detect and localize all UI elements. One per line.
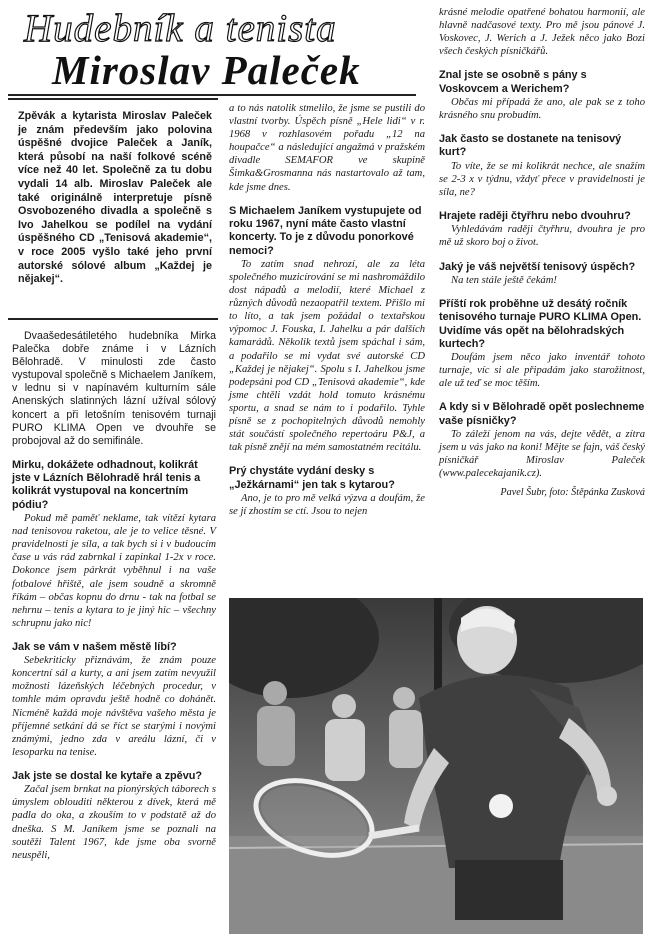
- question-11: A kdy si v Bělohradě opět poslechneme vaše písničky?: [439, 401, 645, 427]
- question-8: Hrajete raději čtyřhru nebo dvouhru?: [439, 210, 631, 223]
- answer-1: Pokud mě paměť neklame, tak vítězí kytara nad tenisovou raketou, ale je to velice těsné. V pravidelnosti je síla, a tak bych si i v budoucím čase u vás rád zabrnkal i zapinkal 1-2x v roce. Dokonce jsem párkrát vyběhnul i na vaše fotbalové hřiště, ale jsem soudně a skromně říkám – občas kopnu do drnu - tak na fotbal se nehrnu – tenis a kytara to je jiný hic – všechny schrupnu jako nic!: [12, 513, 216, 629]
- photo-illustration: [229, 598, 643, 934]
- answer-4: To zatím snad nehrozí, ale za léta společného muzicírování se mi nashromáždilo dost nápadů a melodií, které Michael z různých důvodů nezaopatřil textem. Přišlo mi to líto, a tak jsem požádal o textařskou výpomoc J. Fouska, I. Jahelku a pár dalších kamarádů. Několik textů jsem spáchal i sám, a podařilo se mi vydat své autorské CD „Každej je nějakej“. Spolu s I. Jahelkou jsme podepsáni pod CD „Tenisová akademie“, kde jsme chtěli vzdát hold tomuto krásnému sportu, a snad se nám to i podařilo. Tyhle písně se z pochopitelných důvodů nemohly stát součástí společného repertoáru P&J, a tak písně znějí na mém samostatném recitálu.: [229, 258, 425, 454]
- question-9: Jaký je váš největší tenisový úspěch?: [439, 260, 636, 273]
- column-2: [229, 102, 425, 518]
- answer-10: Doufám jsem něco jako inventář tohoto turnaje, víc si ale připadám jako starožitnost, ale už teď se moc těším.: [439, 352, 645, 390]
- question-10: Příští rok proběhne už desátý ročník tenisového turnaje PURO KLIMA Open. Uvidíme vás opět na bělohradských kurtech?: [439, 297, 642, 350]
- answer-3-continued: a to nás natolik stmelilo, že jsme se pustili do vlastní tvorby. Úspěch písně „Hele lidi“ v r. 1968 v rozhlasovém pořadu „12 na houpačce“ a následující angažmá v pražském divadle SEMAFOR ve skupině Šimka&Grosmanna nás nastartovalo až tam, kde jsme dnes.: [229, 103, 425, 193]
- intro-paragraph: Dvaašedesátiletého hudebníka Mirka Palečka dobře známe i v Lázních Bělohradě. V minulosti zde často vystupoval společně s Michaelem Janíkem, v lednu si v napínavém kulturním sále Anenských slatinných lázní užíval sólový koncert a při letošním tenisovém turnaji PURO KLIMA Open ve dvouhře se probojoval až do semifinále.: [12, 330, 216, 447]
- question-3: Jak jste se dostal ke kytaře a zpěvu?: [12, 769, 203, 782]
- question-7: Jak často se dostanete na tenisový kurt?: [439, 133, 622, 159]
- headline: [8, 6, 416, 96]
- answer-9: Na ten stále ještě čekám!: [451, 274, 557, 286]
- answer-5: Ano, je to pro mě velká výzva a doufám, že se jí zhostím se ctí. Jsou to nejen: [229, 492, 425, 517]
- headline-line-2: Miroslav Paleček: [52, 47, 361, 93]
- answer-2: Sebekriticky přiznávám, že znám pouze koncertní sál a kurty, a ani jsem zatím nevyužil možnosti lázeňských léčebných procedur, v tomhle mám opravdu ještě hodně co dohánět. Nicméně každá moje návštěva vašeho města je příjemné setkání dá se říct se starými i novými známými, jedno zda v areálu lázní, či v lesoparku na tenise.: [12, 655, 216, 758]
- headline-line-1: Hudebník a tenista: [24, 7, 337, 50]
- question-4: S Michaelem Janíkem vystupujete od roku 1967, nyní máte často vlastní koncerty. To je z důvodu ponorkové nemoci?: [229, 204, 422, 257]
- column-3: [439, 6, 645, 499]
- answer-5-continued: krásné melodie opatřené bohatou harmonií, ale hlavně nadčasové texty. Pro mě jsou pánové J. Voskovec, J. Werich a J. Ježek něco jako Bozi všech českých písničkářů.: [439, 7, 645, 58]
- answer-3: Začal jsem brnkat na pionýrských táborech s úmyslem oblouditi některou z dívek, která mě padla do oka, a zkouším to v podstatě až do dneška. S M. Janíkem jsme se poznali na soutěži Talent 1967, kde jsme oba svorně neuspěli,: [12, 784, 216, 861]
- question-5: Prý chystáte vydání desky s „Ježkárnami“ jen tak s kytarou?: [229, 465, 395, 491]
- answer-8: Vyhledávám raději čtyřhru, dvouhra je pro mě už skoro boj o život.: [439, 224, 645, 249]
- author-credit: Pavel Šubr, foto: Štěpánka Zusková: [500, 487, 645, 499]
- question-6: Znal jste se osobně s pány s Voskovcem a Werichem?: [439, 69, 587, 95]
- lead-paragraph: Zpěvák a kytarista Miroslav Paleček je znám především jako polovina úspěšné dvojice Paleček a Janík, která působí na naší folkové scéně více než 40 let. Společně za tu dobu vydali 14 alb. Miroslav Paleček ale také originálně interpretuje písně Osvobozeného divadla a společně s Ivo Jahelkou se podílel na vydání úspěšného CD „Tenisová akademie“, v roce 2005 vyšlo také jeho první autorské sólové album „Každej je nějakej“.: [8, 98, 218, 320]
- answer-11: To záleží jenom na vás, dejte vědět, a zítra jsem u vás jako na koni! Mějte se fajn, váš český písničkář Miroslav Paleček (www.palecekajanik.cz).: [439, 428, 645, 480]
- question-2: Jak se vám v našem městě líbí?: [12, 640, 177, 653]
- column-1: [12, 330, 216, 862]
- photo-tennis-player: [229, 598, 643, 934]
- question-1: Mirku, dokážete odhadnout, kolikrát jste v Lázních Bělohradě hrál tenis a kolikrát vystupoval na koncertním pódiu?: [12, 458, 201, 511]
- answer-6: Občas mi případá že ano, ale pak se z toho krásného snu probudím.: [439, 96, 645, 122]
- answer-7: To víte, že se mi kolikrát nechce, ale snažím se 2-3 x v týdnu, vždyť přece v pravidelnosti je síla, ne?: [439, 160, 645, 198]
